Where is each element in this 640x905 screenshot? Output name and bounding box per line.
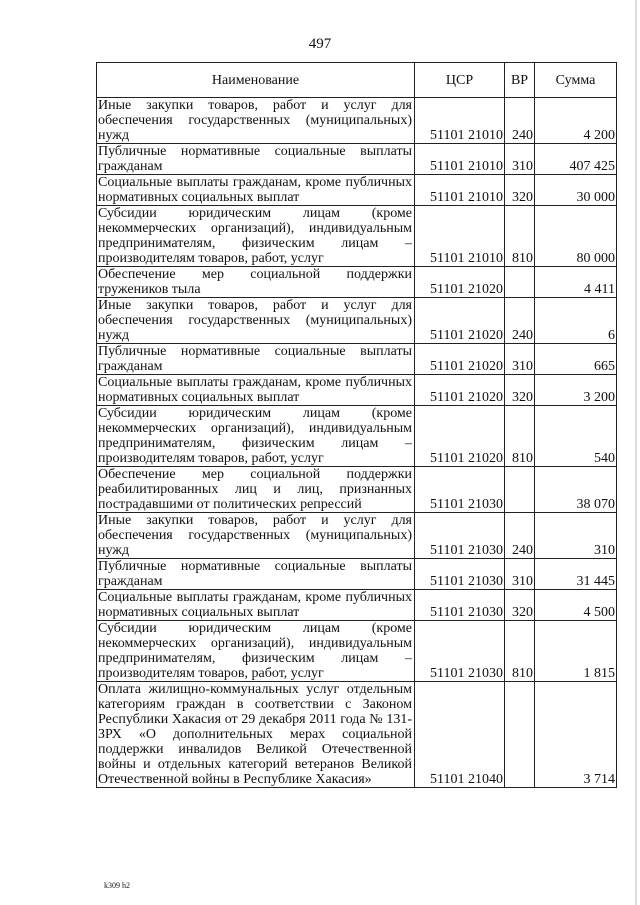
table-row <box>97 375 617 406</box>
row-name: Обеспечение мер социальной поддержки реабилитированных лиц и лиц, признанных пострадавшими от политических репрессий <box>97 467 415 513</box>
row-name: Субсидии юридическим лицам (кроме некоммерческих организаций), индивидуальным предпринимателям, физическим лицам – производителям товаров, работ, услуг <box>97 206 415 267</box>
row-sum: 4 411 <box>535 267 617 298</box>
header-csr: ЦСР <box>415 63 505 98</box>
row-sum: 407 425 <box>535 144 617 175</box>
row-vr: 240 <box>505 513 535 559</box>
row-name: Обеспечение мер социальной поддержки тружеников тыла <box>97 267 415 298</box>
row-vr: 810 <box>505 206 535 267</box>
header-sum: Сумма <box>535 63 617 98</box>
row-vr <box>505 267 535 298</box>
table-row <box>97 344 617 375</box>
table-header-row <box>97 63 617 98</box>
row-vr: 810 <box>505 621 535 682</box>
row-name: Иные закупки товаров, работ и услуг для обеспечения государственных (муниципальных) нужд <box>97 98 415 144</box>
table-row <box>97 559 617 590</box>
row-vr: 310 <box>505 144 535 175</box>
header-name: Наименование <box>97 63 415 98</box>
row-csr: 51101 21020 <box>415 267 505 298</box>
row-vr <box>505 682 535 788</box>
row-vr: 810 <box>505 406 535 467</box>
row-csr: 51101 21030 <box>415 467 505 513</box>
row-name: Оплата жилищно-коммунальных услуг отдельным категориям граждан в соответствии с Законом Республики Хакасия от 29 декабря 2011 года № 131-ЗРХ «О дополнительных мерах социальной поддержки инвалидов Великой Отечественной войны и отдельных категорий ветеранов Великой Отечественной войны в Республике Хакасия» <box>97 682 415 788</box>
table-row <box>97 298 617 344</box>
row-csr: 51101 21040 <box>415 682 505 788</box>
row-sum: 6 <box>535 298 617 344</box>
row-name: Иные закупки товаров, работ и услуг для обеспечения государственных (муниципальных) нужд <box>97 513 415 559</box>
row-csr: 51101 21020 <box>415 298 505 344</box>
row-csr: 51101 21020 <box>415 344 505 375</box>
table-row <box>97 590 617 621</box>
row-name: Социальные выплаты гражданам, кроме публичных нормативных социальных выплат <box>97 175 415 206</box>
header-vr: ВР <box>505 63 535 98</box>
table-row <box>97 682 617 788</box>
row-csr: 51101 21020 <box>415 375 505 406</box>
row-name: Публичные нормативные социальные выплаты гражданам <box>97 559 415 590</box>
table-row <box>97 206 617 267</box>
row-name: Публичные нормативные социальные выплаты гражданам <box>97 144 415 175</box>
row-csr: 51101 21010 <box>415 144 505 175</box>
row-csr: 51101 21010 <box>415 175 505 206</box>
row-vr: 320 <box>505 375 535 406</box>
budget-table <box>96 62 617 788</box>
row-csr: 51101 21030 <box>415 559 505 590</box>
table-row <box>97 513 617 559</box>
row-sum: 4 500 <box>535 590 617 621</box>
footer-code: k309 h2 <box>104 881 130 890</box>
row-csr: 51101 21030 <box>415 621 505 682</box>
row-csr: 51101 21010 <box>415 206 505 267</box>
row-name: Иные закупки товаров, работ и услуг для обеспечения государственных (муниципальных) нужд <box>97 298 415 344</box>
row-sum: 31 445 <box>535 559 617 590</box>
table-row <box>97 467 617 513</box>
row-name: Субсидии юридическим лицам (кроме некоммерческих организаций), индивидуальным предпринимателям, физическим лицам – производителям товаров, работ, услуг <box>97 406 415 467</box>
row-csr: 51101 21020 <box>415 406 505 467</box>
row-vr: 320 <box>505 590 535 621</box>
table-row <box>97 267 617 298</box>
row-vr: 240 <box>505 98 535 144</box>
row-vr: 310 <box>505 344 535 375</box>
row-sum: 3 200 <box>535 375 617 406</box>
page-edge <box>635 0 637 905</box>
row-name: Публичные нормативные социальные выплаты гражданам <box>97 344 415 375</box>
page-number: 497 <box>308 36 332 52</box>
table-row <box>97 144 617 175</box>
row-vr: 320 <box>505 175 535 206</box>
table-row <box>97 406 617 467</box>
row-vr: 310 <box>505 559 535 590</box>
row-sum: 665 <box>535 344 617 375</box>
table-body <box>97 98 617 788</box>
row-sum: 80 000 <box>535 206 617 267</box>
row-sum: 310 <box>535 513 617 559</box>
row-sum: 1 815 <box>535 621 617 682</box>
row-sum: 540 <box>535 406 617 467</box>
row-csr: 51101 21030 <box>415 590 505 621</box>
row-sum: 38 070 <box>535 467 617 513</box>
table-row <box>97 175 617 206</box>
row-name: Социальные выплаты гражданам, кроме публичных нормативных социальных выплат <box>97 590 415 621</box>
row-sum: 3 714 <box>535 682 617 788</box>
row-sum: 4 200 <box>535 98 617 144</box>
row-csr: 51101 21010 <box>415 98 505 144</box>
row-name: Социальные выплаты гражданам, кроме публичных нормативных социальных выплат <box>97 375 415 406</box>
row-name: Субсидии юридическим лицам (кроме некоммерческих организаций), индивидуальным предпринимателям, физическим лицам – производителям товаров, работ, услуг <box>97 621 415 682</box>
row-sum: 30 000 <box>535 175 617 206</box>
row-csr: 51101 21030 <box>415 513 505 559</box>
table-row <box>97 98 617 144</box>
table-row <box>97 621 617 682</box>
row-vr: 240 <box>505 298 535 344</box>
row-vr <box>505 467 535 513</box>
